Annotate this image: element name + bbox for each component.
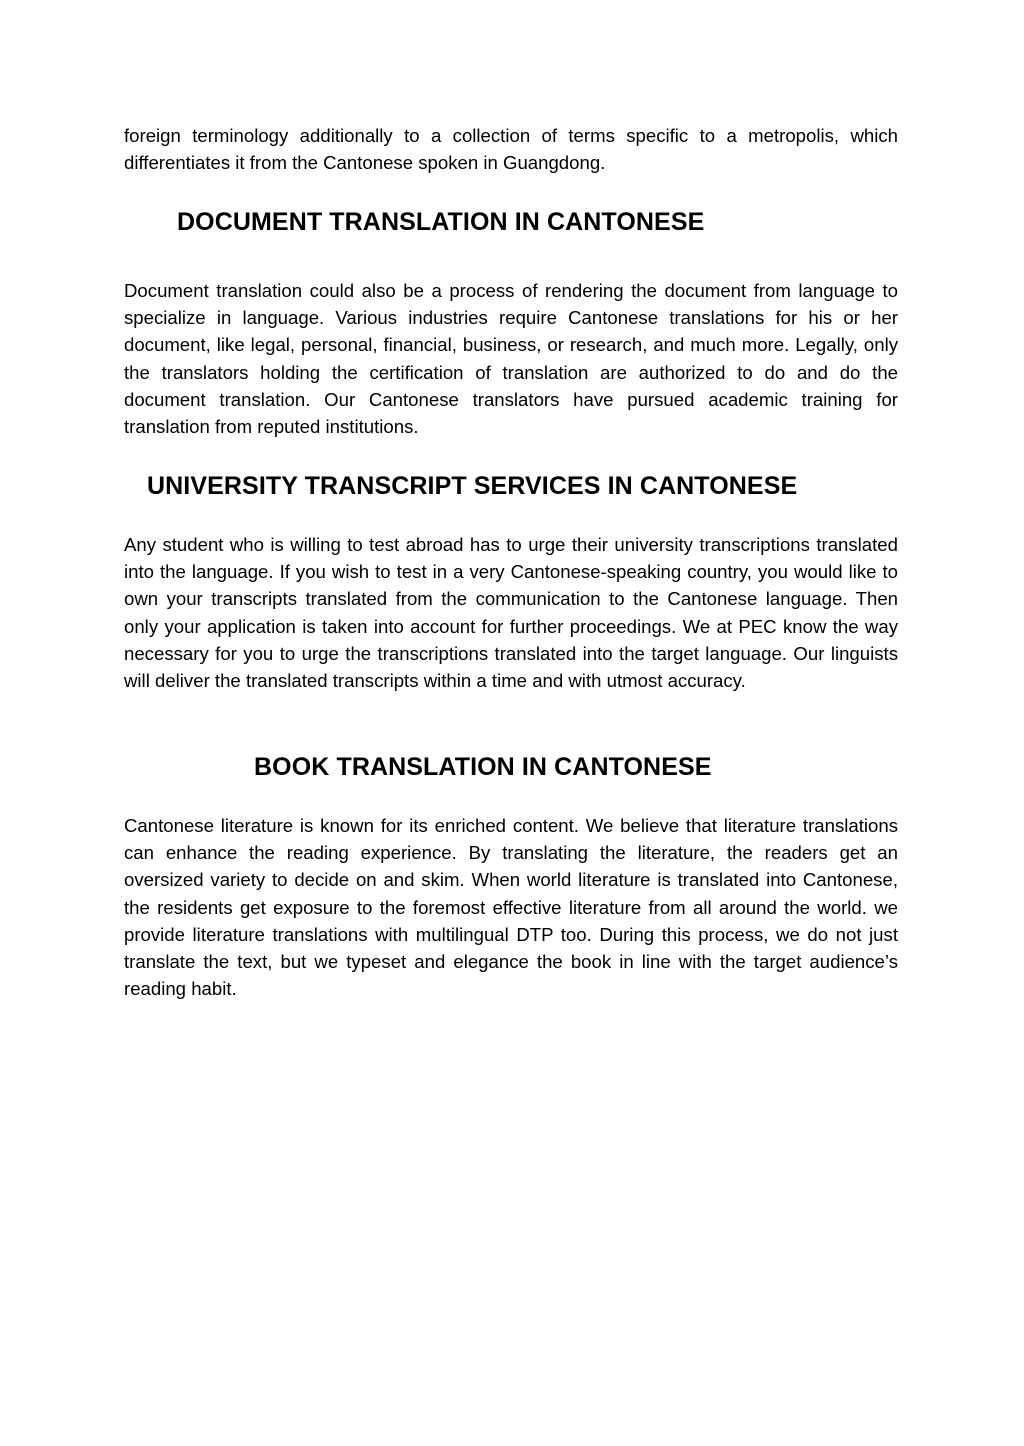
intro-paragraph bbox=[124, 122, 898, 176]
section-heading-document-translation: DOCUMENT TRANSLATION IN CANTONESE bbox=[177, 208, 705, 236]
section-paragraph: Cantonese literature is known for its enriched content. We believe that literature translations can enhance the reading experience. By translating the literature, the readers get an oversized variety to decide on and skim. When world literature is translated into Cantonese, the residents get exposure to the foremost effective literature from all around the world. we provide literature translations with multilingual DTP too. During this process, we do not just translate the text, but we typeset and elegance the book in line with the target audience’s reading habit. bbox=[124, 815, 898, 1000]
section-body-document-translation bbox=[124, 277, 898, 440]
section-heading-book-translation: BOOK TRANSLATION IN CANTONESE bbox=[254, 753, 712, 781]
section-body-book-translation bbox=[124, 812, 898, 1002]
intro-paragraph-text: foreign terminology additionally to a collection of terms specific to a metropolis, which differentiates it from the Cantonese spoken in Guangdong. bbox=[124, 125, 898, 174]
section-body-university-transcript bbox=[124, 531, 898, 694]
section-heading-university-transcript: UNIVERSITY TRANSCRIPT SERVICES IN CANTONESE bbox=[147, 472, 798, 500]
section-paragraph: Any student who is willing to test abroad has to urge their university transcriptions translated into the language. If you wish to test in a very Cantonese-speaking country, you would like to own your transcripts translated from the communication to the Cantonese language. Then only your application is taken into account for further proceedings. We at PEC know the way necessary for you to urge the transcriptions translated into the target language. Our linguists will deliver the translated transcripts within a time and with utmost accuracy. bbox=[124, 534, 898, 692]
section-paragraph: Document translation could also be a process of rendering the document from language to specialize in language. Various industries require Cantonese translations for his or her document, like legal, personal, financial, business, or research, and much more. Legally, only the translators holding the certification of translation are authorized to do and do the document translation. Our Cantonese translators have pursued academic training for translation from reputed institutions. bbox=[124, 280, 898, 438]
